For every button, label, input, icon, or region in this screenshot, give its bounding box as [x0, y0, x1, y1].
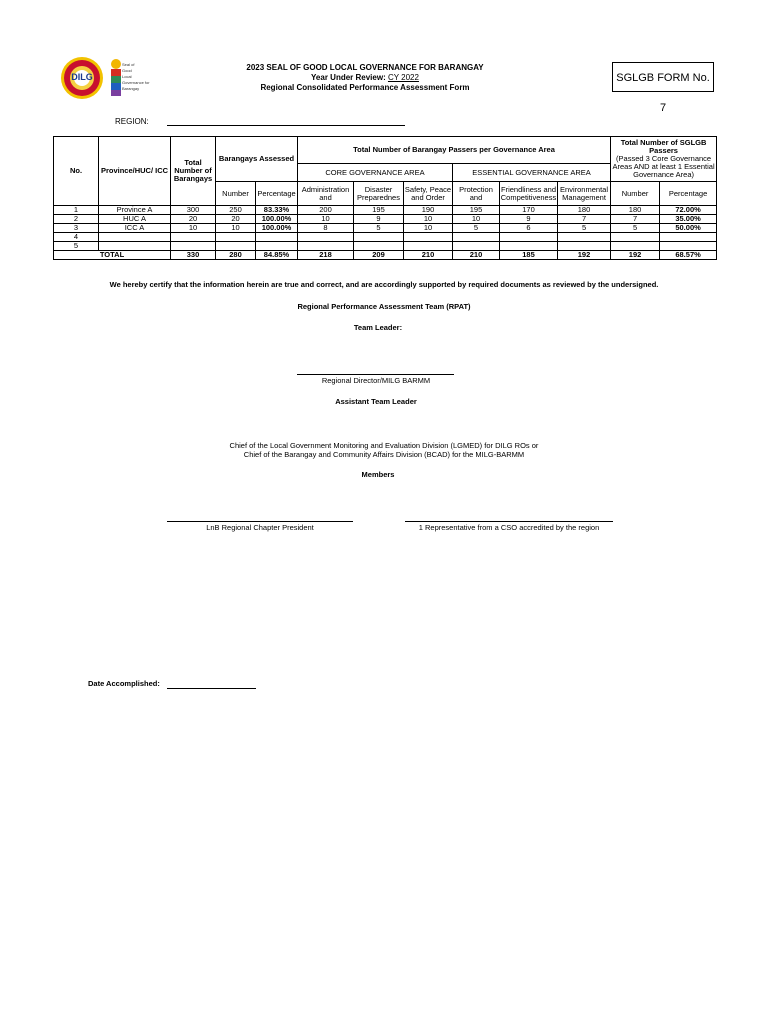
lnb-label: LnB Regional Chapter President	[206, 523, 314, 532]
assessment-table	[53, 136, 717, 260]
cell-name	[99, 242, 171, 251]
cell-sglgb-percentage: 72.00%	[660, 206, 717, 215]
header-assessed-percentage: Percentage	[256, 182, 298, 206]
cell-area4	[453, 242, 500, 251]
sglgb-logo-line: Good	[122, 68, 132, 73]
cell-sglgb-number	[611, 242, 660, 251]
cell-sglgb-percentage	[660, 233, 717, 242]
cell-area6	[558, 242, 611, 251]
cell-area6	[558, 233, 611, 242]
members-label: Members	[361, 470, 395, 479]
cell-area1	[298, 233, 354, 242]
sglgb-logo-line: Governance for	[122, 80, 150, 85]
cell-no: 2	[54, 215, 99, 224]
year-under-review	[200, 73, 530, 83]
cell-area1: 8	[298, 224, 354, 233]
cso-label: 1 Representative from a CSO accredited by the region	[418, 523, 600, 532]
date-accomplished-label: Date Accomplished:	[88, 679, 160, 688]
cell-area3: 10	[404, 215, 453, 224]
header-assessed-number: Number	[216, 182, 256, 206]
sglgb-logo-line: Barangay	[122, 86, 140, 91]
header-area-disaster: Disaster Preparednes	[354, 182, 404, 206]
assistant-team-leader-label: Assistant Team Leader	[335, 397, 417, 406]
header-area-environment: Environmental Management	[558, 182, 611, 206]
sglgb-logo	[108, 56, 152, 100]
lnb-signature-line[interactable]	[167, 521, 353, 522]
cell-area3: 10	[404, 224, 453, 233]
cell-sglgb-number: 5	[611, 224, 660, 233]
table-row	[54, 233, 717, 242]
cell-area6: 5	[558, 224, 611, 233]
form-subtitle: Regional Consolidated Performance Assessment Form	[260, 83, 470, 92]
cell-area4: 10	[453, 215, 500, 224]
table-row	[54, 215, 717, 224]
total-sglgb-percentage: 68.57%	[660, 251, 717, 260]
cell-number: 20	[216, 215, 256, 224]
cell-area4: 5	[453, 224, 500, 233]
cell-area6: 180	[558, 206, 611, 215]
date-accomplished-line[interactable]	[167, 688, 256, 689]
total-row	[54, 251, 717, 260]
cell-area4	[453, 233, 500, 242]
year-label: Year Under Review:	[311, 73, 386, 82]
cell-number: 10	[216, 224, 256, 233]
cell-sglgb-number: 180	[611, 206, 660, 215]
cell-name: Province A	[99, 206, 171, 215]
rpat-heading: Regional Performance Assessment Team (RPAT)	[297, 302, 471, 311]
header-passers: Total Number of Barangay Passers per Governance Area	[298, 137, 611, 164]
cell-name: ICC A	[99, 224, 171, 233]
cell-sglgb-number	[611, 233, 660, 242]
cell-area3: 190	[404, 206, 453, 215]
cell-area1: 10	[298, 215, 354, 224]
header-area-friendliness: Friendliness and Competitiveness	[500, 182, 558, 206]
cell-area2: 9	[354, 215, 404, 224]
cell-no: 4	[54, 233, 99, 242]
team-leader-signature-line[interactable]	[297, 374, 454, 375]
cell-name	[99, 233, 171, 242]
header-sglgb-title: Total Number of SGLGB Passers	[620, 138, 707, 155]
cell-total	[171, 242, 216, 251]
header-barangays-assessed: Barangays Assessed	[216, 137, 298, 182]
total-number: 280	[216, 251, 256, 260]
cell-name: HUC A	[99, 215, 171, 224]
region-label: REGION:	[115, 117, 149, 126]
chief-line-2: Chief of the Barangay and Community Affairs Division (BCAD) for the MILG-BARMM	[243, 450, 525, 459]
cell-area5: 9	[500, 215, 558, 224]
cell-total: 20	[171, 215, 216, 224]
cell-total: 10	[171, 224, 216, 233]
form-title: 2023 SEAL OF GOOD LOCAL GOVERNANCE FOR BARANGAY	[246, 63, 484, 72]
cso-signature-line[interactable]	[405, 521, 613, 522]
cell-area1: 200	[298, 206, 354, 215]
region-field-line[interactable]	[167, 125, 405, 126]
chief-line-1: Chief of the Local Government Monitoring and Evaluation Division (LGMED) for DILG ROs or	[229, 441, 539, 450]
cell-area5	[500, 242, 558, 251]
cell-percentage: 100.00%	[256, 215, 298, 224]
cell-area4: 195	[453, 206, 500, 215]
cell-area5	[500, 233, 558, 242]
total-barangays: 330	[171, 251, 216, 260]
dilg-logo	[60, 56, 104, 100]
total-area3: 210	[404, 251, 453, 260]
header-no: No.	[54, 137, 99, 206]
cell-no: 5	[54, 242, 99, 251]
certification-text: We hereby certify that the information herein are true and correct, and are accordingly supported by required documents as reviewed by the undersigned.	[109, 280, 659, 289]
cell-area5: 6	[500, 224, 558, 233]
header-area-administration: Administration and	[298, 182, 354, 206]
total-sglgb-number: 192	[611, 251, 660, 260]
cell-no: 1	[54, 206, 99, 215]
total-area4: 210	[453, 251, 500, 260]
cell-no: 3	[54, 224, 99, 233]
dilg-logo-text: DILG	[71, 72, 93, 82]
header-essential-area: ESSENTIAL GOVERNANCE AREA	[453, 164, 611, 182]
cell-percentage	[256, 242, 298, 251]
cell-area2: 195	[354, 206, 404, 215]
table-row	[54, 242, 717, 251]
total-area1: 218	[298, 251, 354, 260]
header-sglgb-note: (Passed 3 Core Governance Areas AND at least 1 Essential Governance Area)	[612, 154, 715, 179]
header-core-area: CORE GOVERNANCE AREA	[298, 164, 453, 182]
total-area5: 185	[500, 251, 558, 260]
table-row	[54, 206, 717, 215]
cell-total: 300	[171, 206, 216, 215]
team-leader-label: Team Leader:	[353, 323, 403, 332]
cell-number	[216, 233, 256, 242]
header-sglgb-passers	[611, 137, 717, 182]
table-row	[54, 224, 717, 233]
cell-area2	[354, 242, 404, 251]
header-area-protection: Protection and	[453, 182, 500, 206]
header-province: Province/HUC/ ICC	[99, 137, 171, 206]
year-value: CY 2022	[387, 73, 419, 82]
form-number-box: SGLGB FORM No. 7	[612, 62, 714, 92]
cell-area2	[354, 233, 404, 242]
header-total-barangays: Total Number of Barangays	[171, 137, 216, 206]
total-area6: 192	[558, 251, 611, 260]
director-label: Regional Director/MILG BARMM	[321, 376, 431, 385]
total-percentage: 84.85%	[256, 251, 298, 260]
cell-number: 250	[216, 206, 256, 215]
total-label: TOTAL	[54, 251, 171, 260]
cell-area5: 170	[500, 206, 558, 215]
cell-sglgb-percentage: 50.00%	[660, 224, 717, 233]
header-sglgb-number: Number	[611, 182, 660, 206]
cell-area3	[404, 233, 453, 242]
cell-sglgb-number: 7	[611, 215, 660, 224]
cell-area3	[404, 242, 453, 251]
cell-percentage	[256, 233, 298, 242]
cell-total	[171, 233, 216, 242]
cell-area6: 7	[558, 215, 611, 224]
total-area2: 209	[354, 251, 404, 260]
cell-area2: 5	[354, 224, 404, 233]
cell-percentage: 83.33%	[256, 206, 298, 215]
cell-sglgb-percentage	[660, 242, 717, 251]
sglgb-logo-line: Local	[122, 74, 132, 79]
cell-percentage: 100.00%	[256, 224, 298, 233]
cell-sglgb-percentage: 35.00%	[660, 215, 717, 224]
cell-number	[216, 242, 256, 251]
sglgb-logo-line: Seal of	[122, 62, 135, 67]
header-sglgb-percentage: Percentage	[660, 182, 717, 206]
header-area-safety: Safety, Peace and Order	[404, 182, 453, 206]
cell-area1	[298, 242, 354, 251]
